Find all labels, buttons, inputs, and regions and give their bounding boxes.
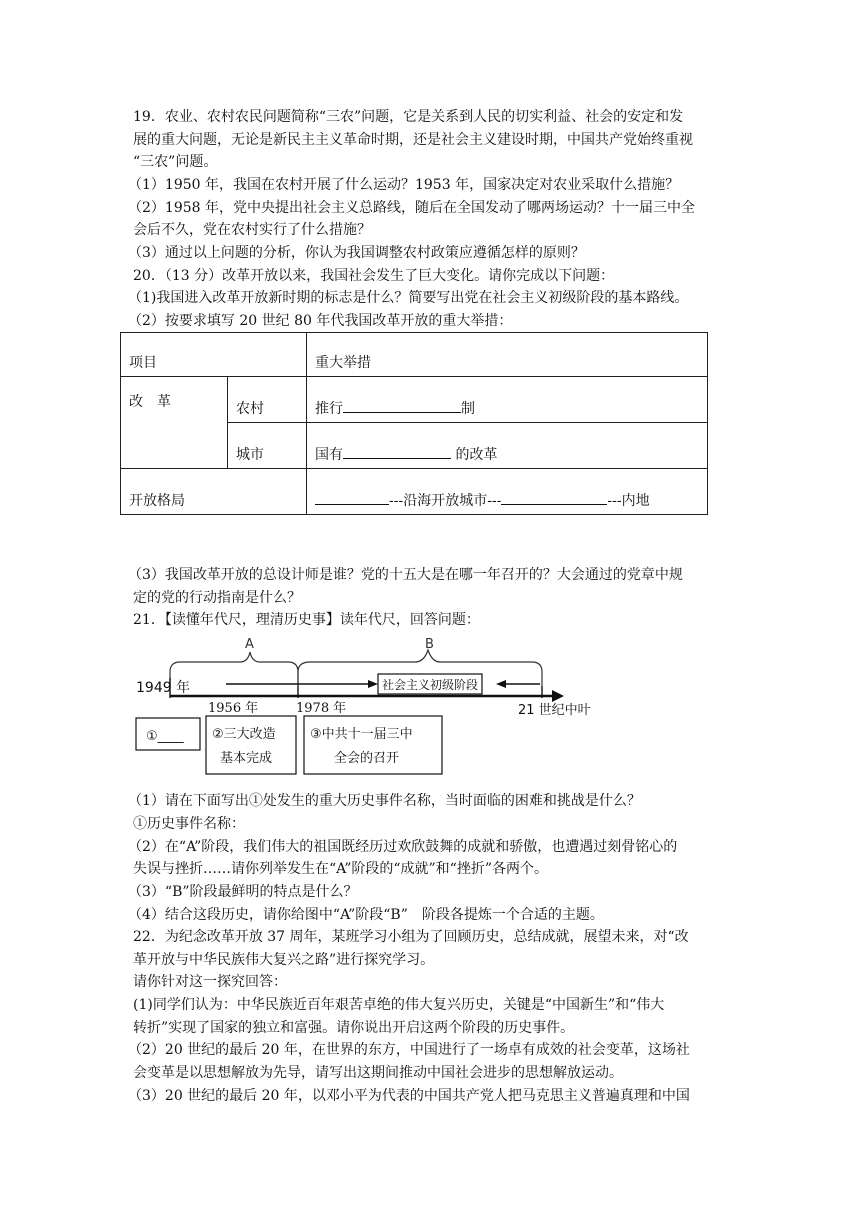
opening-label: 开放格局 (121, 469, 307, 515)
event-box-2-line2: 基本完成 (220, 751, 273, 766)
q19-line: 展的重大问题，无论是新民主主义革命时期，还是社会主义建设时期，中国共产党始终重视 (133, 132, 693, 148)
opening-blank-1[interactable] (315, 490, 389, 505)
rural-suffix: 制 (461, 401, 475, 417)
q22-line: 会变革是以思想解放为先导，请写出这期间推动中国社会进步的思想解放运动。 (133, 1065, 623, 1081)
stage-box-label: 社会主义初级阶段 (382, 678, 479, 692)
q19-line: （3）通过以上问题的分析，你认为我国调整农村政策应遵循怎样的原则？ (128, 245, 585, 261)
year-1949: 1949 年 (136, 680, 191, 696)
rural-prefix: 推行 (315, 401, 343, 417)
opening-measure (307, 469, 708, 515)
reform-label: 改 革 (121, 377, 228, 469)
event-box-3-line2: 全会的召开 (334, 751, 400, 766)
q22-line: （2）20 世纪的最后 20 年，在世界的东方，中国进行了一场卓有成效的社会变革，这场社 (128, 1042, 690, 1058)
opening-end: ---内地 (607, 493, 650, 509)
q21-line: （2）在“A”阶段，我们伟大的祖国既经历过欢欣鼓舞的成就和骄傲，也遭遇过刻骨铭心的 (128, 839, 678, 855)
q21-line: （3）“B”阶段最鲜明的特点是什么？ (128, 884, 358, 900)
header-measures: 重大举措 (307, 333, 708, 377)
q20-line: （1)我国进入改革开放新时期的标志是什么？简要写出党在社会主义初级阶段的基本路线。 (128, 290, 689, 306)
opening-blank-2[interactable] (501, 490, 607, 505)
event-box-1-label: ①____ (146, 729, 184, 744)
year-1978: 1978 年 (296, 701, 347, 716)
q21-line: ①历史事件名称： (133, 816, 245, 832)
event-box-3-line1: ③中共十一届三中 (310, 727, 413, 742)
arrow-right-head (368, 680, 378, 688)
q20-line: 20．（13 分）改革开放以来，我国社会发生了巨大变化。请你完成以下问题： (133, 268, 615, 284)
urban-prefix: 国有 (315, 447, 343, 463)
urban-measure (307, 423, 708, 469)
label-a: A (245, 637, 254, 652)
urban-label: 城市 (228, 423, 307, 469)
q22-line: 转折”实现了国家的独立和富强。请你说出开启这两个阶段的历史事件。 (133, 1020, 575, 1036)
rural-measure (307, 377, 708, 423)
opening-mid: ---沿海开放城市--- (389, 493, 502, 509)
label-b: B (425, 637, 434, 652)
q22-line: 革开放与中华民族伟大复兴之路”进行探究学习。 (133, 952, 435, 968)
arrow-left-head (496, 680, 506, 688)
q22-line: （3）20 世纪的最后 20 年，以邓小平为代表的中国共产党人把马克思主义普遍真理和中国 (128, 1088, 690, 1104)
q21-line: 失误与挫折……请你列举发生在“A”阶段的“成就”和“挫折”各两个。 (133, 861, 548, 877)
rural-label: 农村 (228, 377, 307, 423)
q19-line: 会后不久，党在农村实行了什么措施？ (133, 222, 371, 238)
q19-line: （2）1958 年，党中央提出社会主义总路线，随后在全国发动了哪两场运动？十一届三中全 (128, 200, 695, 216)
q20-line: （3）我国改革开放的总设计师是谁？党的十五大是在哪一年召开的？大会通过的党章中规 (128, 567, 683, 583)
header-project: 项目 (121, 333, 307, 377)
q22-line: 22．为纪念改革开放 37 周年，某班学习小组为了回顾历史，总结成就，展望未来，对“改 (133, 929, 689, 945)
q19-line: 19．农业、农村农民问题简称“三农”问题，它是关系到人民的切实利益、社会的安定和发 (133, 109, 684, 125)
axis-arrowhead (552, 690, 564, 702)
event-box-2-line1: ②三大改造 (212, 727, 276, 742)
q20-line: 定的党的行动指南是什么？ (133, 590, 301, 606)
urban-blank[interactable] (343, 444, 451, 459)
q21-line: （1）请在下面写出①处发生的重大历史事件名称，当时面临的困难和挑战是什么？ (128, 793, 641, 809)
q21-intro: 21．【读懂年代尺，理清历史事】读年代尺，回答问题： (133, 612, 480, 628)
urban-suffix: 的改革 (455, 447, 498, 463)
q22-line: 请你针对这一探究回答： (133, 974, 287, 990)
reform-measures-table (120, 332, 708, 515)
q20-line: （2）按要求填写 20 世纪 80 年代我国改革开放的重大举措： (128, 313, 513, 329)
q22-line: (1)同学们认为：中华民族近百年艰苦卓绝的伟大复兴历史，关键是“中国新生”和“伟大 (133, 997, 665, 1013)
q19-line: “三农”问题。 (133, 154, 218, 170)
timeline-diagram (120, 632, 610, 780)
year-1956: 1956 年 (208, 701, 259, 716)
end-label: 21 世纪中叶 (518, 703, 591, 718)
q19-line: （1）1950 年，我国在农村开展了什么运动？1953 年，国家决定对农业采取什么措施？ (128, 177, 680, 193)
rural-blank[interactable] (343, 398, 461, 413)
q21-line: （4）结合这段历史，请你给图中“A”阶段“B” 阶段各提炼一个合适的主题。 (128, 907, 604, 923)
